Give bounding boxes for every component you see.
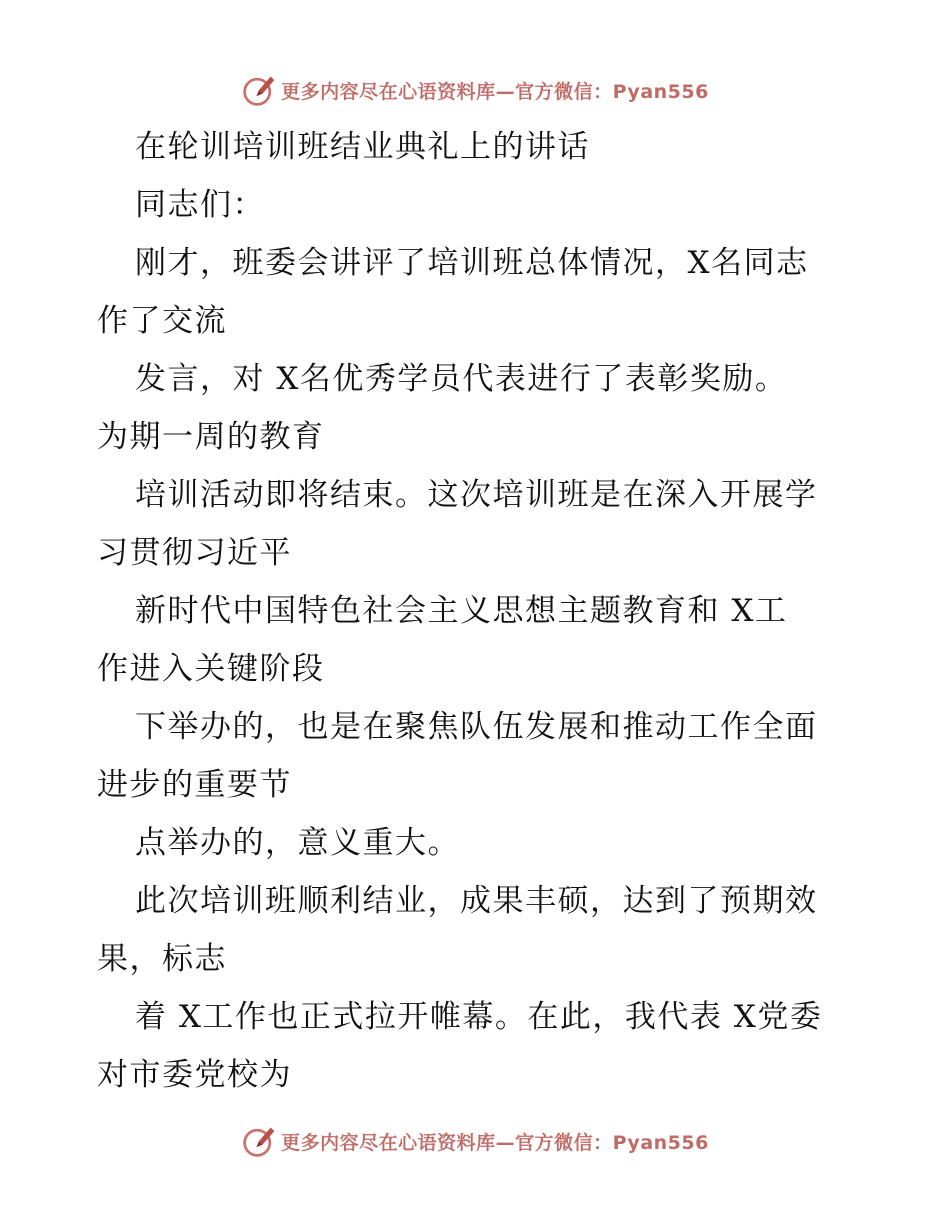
- text-line: 着 X工作也正式拉开帷幕。在此，我代表 X党委: [135, 999, 823, 1035]
- text-line: 培训活动即将结束。这次培训班是在深入开展学: [135, 477, 818, 513]
- document-body: [97, 118, 857, 1104]
- banner-text: 更多内容尽在心语资料库—官方微信：Pyan556: [281, 1131, 709, 1154]
- footer-banner: [0, 1121, 950, 1161]
- text-line: 此次培训班顺利结业，成果丰硕，达到了预期效: [135, 883, 818, 919]
- text-line: 对市委党校为: [97, 1057, 292, 1093]
- banner-text: 更多内容尽在心语资料库—官方微信：Pyan556: [281, 80, 709, 103]
- text-line: 点举办的，意义重大。: [135, 825, 460, 861]
- pen-nib-circle-icon: [241, 72, 277, 108]
- pen-nib-circle-icon: [241, 1123, 277, 1159]
- text-line: 作了交流: [97, 303, 227, 339]
- text-line: 下举办的，也是在聚焦队伍发展和推动工作全面: [135, 709, 818, 745]
- text-line: 发言，对 X名优秀学员代表进行了表彰奖励。: [135, 361, 788, 397]
- text-line: 作进入关键阶段: [97, 651, 325, 687]
- text-line: 新时代中国特色社会主义思想主题教育和 X工: [135, 593, 788, 629]
- doc-title: 在轮训培训班结业典礼上的讲话: [135, 129, 590, 165]
- text-line: 进步的重要节: [97, 767, 292, 803]
- salutation: 同志们：: [135, 187, 265, 223]
- header-banner: [0, 70, 950, 110]
- text-line: 果，标志: [97, 941, 227, 977]
- text-line: 刚才，班委会讲评了培训班总体情况，X名同志: [135, 245, 809, 281]
- text-line: 为期一周的教育: [97, 419, 325, 455]
- text-line: 习贯彻习近平: [97, 535, 292, 571]
